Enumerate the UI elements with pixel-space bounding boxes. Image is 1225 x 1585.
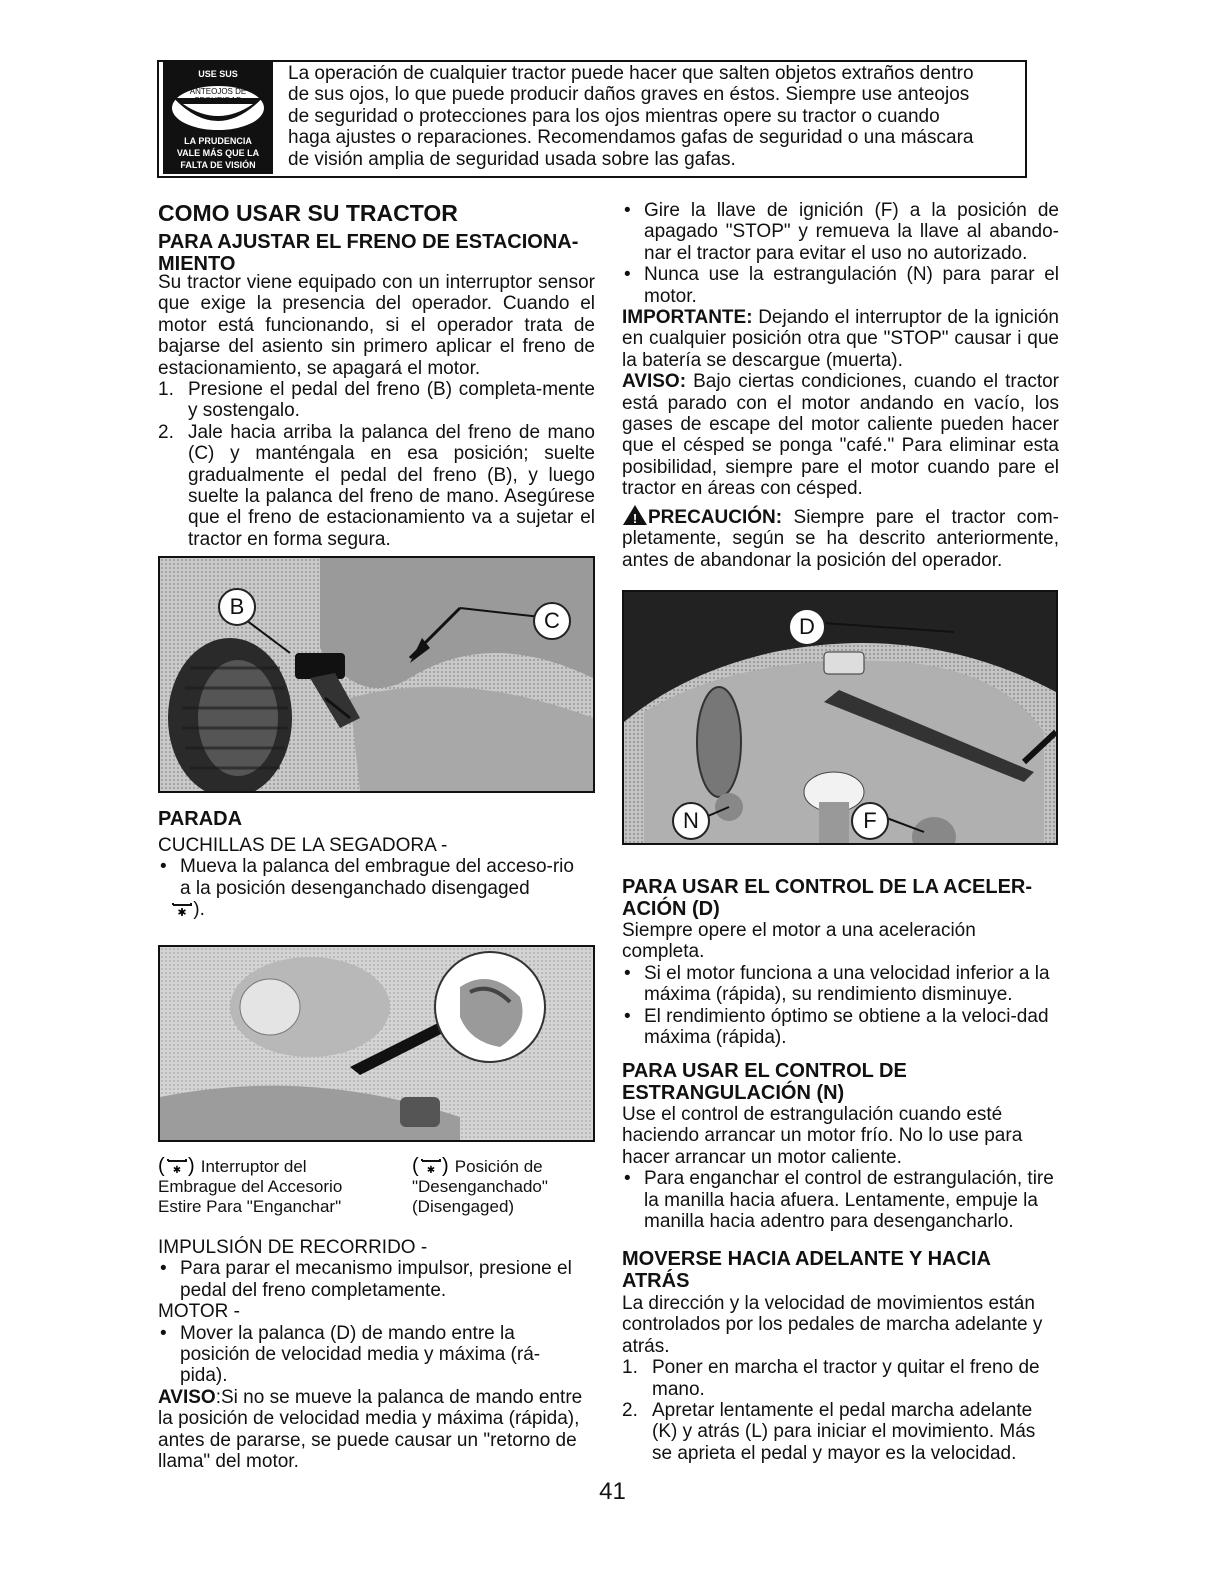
choke-bullet: • Para enganchar el control de estrangulación, tire la manilla hacia afuera. Lentamente, empuje la manilla hacia adentro para desengancharlo. [622,1168,1059,1232]
move-step: 2. Apretar lentamente el pedal marcha adelante (K) y atrás (L) para iniciar el movimiento. Más se aprieta el pedal y mayor es la velocidad. [622,1400,1036,1464]
brake-step [158,422,595,550]
warning-line: de seguridad o protecciones para los ojos mientras opere su tractor o cuando [288,105,940,127]
choke-heading: PARA USAR EL CONTROL DE ESTRANGULACIÓN (N) [622,1060,907,1104]
step-text: Jale hacia arriba la palanca del freno de mano (C) y manténgala en esa posición; suelte gradualmente el pedal del freno (B), y luego suelte la palanca del freno de mano. Asegúrese que el freno de estacionamiento va a sujetar el tractor en forma segura. [188,421,595,550]
throttle-bullet: • Si el motor funciona a una velocidad inferior a la máxima (rápida), su rendimiento disminuye. [622,963,1059,1006]
caption-disengaged-line: "Desenganchado" [412,1177,548,1196]
brake-photo [158,556,595,793]
stop-heading: PARADA [158,808,243,830]
drive-bullet: • Para parar el mecanismo impulsor, presione el pedal del freno completamente. [158,1258,583,1301]
caution-triangle-icon [622,504,648,526]
caption-disengaged-line: (Disengaged) [412,1197,515,1216]
svg-text:VALE MÁS QUE LA: VALE MÁS QUE LA [176,148,260,158]
parking-brake-heading: PARA AJUSTAR EL FRENO DE ESTACIONA-MIENTO [158,231,579,275]
caption-engaged-line: Embrague del Accesorio [158,1177,343,1196]
svg-text:✱: ✱ [426,1165,436,1176]
caption-disengaged [412,1156,602,1217]
blades-bullet-end [158,899,595,920]
aviso-note: AVISO:Si no se mueve la palanca de mando entre la posición de velocidad media y máxima (rápida), antes de pararse, se puede causar un "retorno de llama" del motor. [158,1386,583,1473]
step-number: 2. [158,421,174,443]
svg-text:USE SUS: USE SUS [198,69,238,79]
choke-section [622,1104,1059,1232]
warning-line: La operación de cualquier tractor puede hacer que salten objetos extraños dentro [288,63,974,84]
move-step: 1. Poner en marcha el tractor y quitar el freno de mano. [622,1357,1040,1400]
choke-intro: Use el control de estrangulación cuando esté haciendo arrancar un motor frío. No lo use para hacer arrancar un motor caliente. [622,1104,1023,1168]
move-section [622,1293,1059,1464]
ignition-bullet: • Gire la llave de ignición (F) a la posición de apagado "STOP" y remueva la llave al abando-nar el tractor para evitar el uso no autorizado. [622,200,1059,264]
blades-bullet-tail: ). [193,899,205,921]
choke-stop-bullet: • Nunca use la estrangulación (N) para parar el motor. [622,264,1059,307]
step-number: 1. [158,379,174,401]
pto-disengaged-icon [171,901,193,917]
dashboard-photo [622,590,1058,845]
svg-text:SEGURIDAD: SEGURIDAD [194,96,242,105]
caption-engaged-line: ( ✱ ) Interruptor del [158,1156,307,1176]
motor-label: MOTOR - [158,1301,240,1323]
blades-bullet-text: Mueva la palanca del embrague del acceso-rio a la posición desenganchado disengaged [180,856,574,899]
callout-d: D [788,608,826,646]
parking-brake-intro: Su tractor viene equipado con un interruptor sensor que exige la presencia del operador. Cuando el motor está funcionando, si el operador trata de bajarse del asiento sin primero aplicar el freno de estacionamiento, se apagará el motor. [158,272,595,379]
drive-motor-section [158,1237,583,1472]
drive-label: IMPULSIÓN DE RECORRIDO - [158,1237,428,1258]
svg-text:): ) [442,1156,449,1176]
move-heading: MOVERSE HACIA ADELANTE Y HACIA ATRÁS [622,1248,991,1292]
svg-text:(: ( [158,1156,165,1176]
callout-c: C [533,602,571,640]
blades-label: CUCHILLAS DE LA SEGADORA - [158,835,448,856]
throttle-section [622,920,1059,1048]
safety-glasses-icon [163,62,273,174]
callout-n: N [672,802,710,840]
svg-text:(: ( [412,1156,419,1176]
pto-disengaged-caption-icon [412,1156,450,1176]
svg-text:✱: ✱ [177,907,187,918]
section-title: COMO USAR SU TRACTOR [158,200,458,226]
ignition-section [622,200,1059,571]
throttle-heading: PARA USAR EL CONTROL DE LA ACELER-ACIÓN (D) [622,876,1033,920]
callout-b: B [218,588,256,626]
move-intro: La dirección y la velocidad de movimientos están controlados por los pedales de marcha adelante y atrás. [622,1293,1043,1357]
callout-f: F [851,802,889,840]
warning-line: de visión amplia de seguridad usada sobre las gafas. [288,148,736,170]
throttle-bullet: • El rendimiento óptimo se obtiene a la veloci-dad máxima (rápida). [622,1006,1059,1049]
pto-engaged-icon [158,1156,196,1176]
svg-text:ANTEOJOS DE: ANTEOJOS DE [189,87,247,96]
throttle-intro: Siempre opere el motor a una aceleración completa. [622,920,976,963]
parking-brake-section [158,272,595,550]
svg-text:): ) [188,1156,195,1176]
importante-note: IMPORTANTE: Dejando el interruptor de la ignición en cualquier posición otra que "STOP" causar i que la batería se descargue (muerta). [622,307,1059,371]
svg-text:!: ! [632,510,638,526]
svg-text:FALTA DE VISIÓN: FALTA DE VISIÓN [180,160,256,170]
aviso-exhaust-note: AVISO: Bajo ciertas condiciones, cuando el tractor está parado con el motor andando en vacío, los gases de escape del motor caliente pueden hacer que el césped se ponga "café." Para eliminar esta posibilidad, siempre pare el motor cuando pare el tractor en áreas con césped. [622,371,1059,500]
caption-engaged-line: Estire Para "Enganchar" [158,1197,342,1216]
page-number: 41 [599,1478,626,1505]
warning-line: haga ajustes o reparaciones. Recomendamos gafas de seguridad o una máscara [288,127,974,149]
blades-section [158,835,595,921]
precaucion-note: ! PRECAUCIÓN: Siempre pare el tractor com-pletamente, según se ha descrito anteriormente, antes de abandonar la posición del operador. [622,504,1059,571]
caption-disengaged-line: ( ✱ ) Posición de [412,1156,543,1176]
motor-bullet: • Mover la palanca (D) de mando entre la posición de velocidad media y máxima (rá-pida). [158,1323,583,1387]
caption-engaged [158,1156,388,1217]
svg-text:LA PRUDENCIA: LA PRUDENCIA [184,136,252,146]
pto-illustration [160,947,593,1140]
svg-text:✱: ✱ [172,1165,182,1176]
blades-bullet [158,856,595,899]
warning-line: de sus ojos, lo que puede producir daños graves en éstos. Siempre use anteojos [288,84,970,106]
step-text: Presione el pedal del freno (B) completa-mente y sostengalo. [188,379,595,422]
safety-warning-text [288,63,1018,170]
brake-step [158,379,595,422]
pto-photo [158,945,595,1142]
